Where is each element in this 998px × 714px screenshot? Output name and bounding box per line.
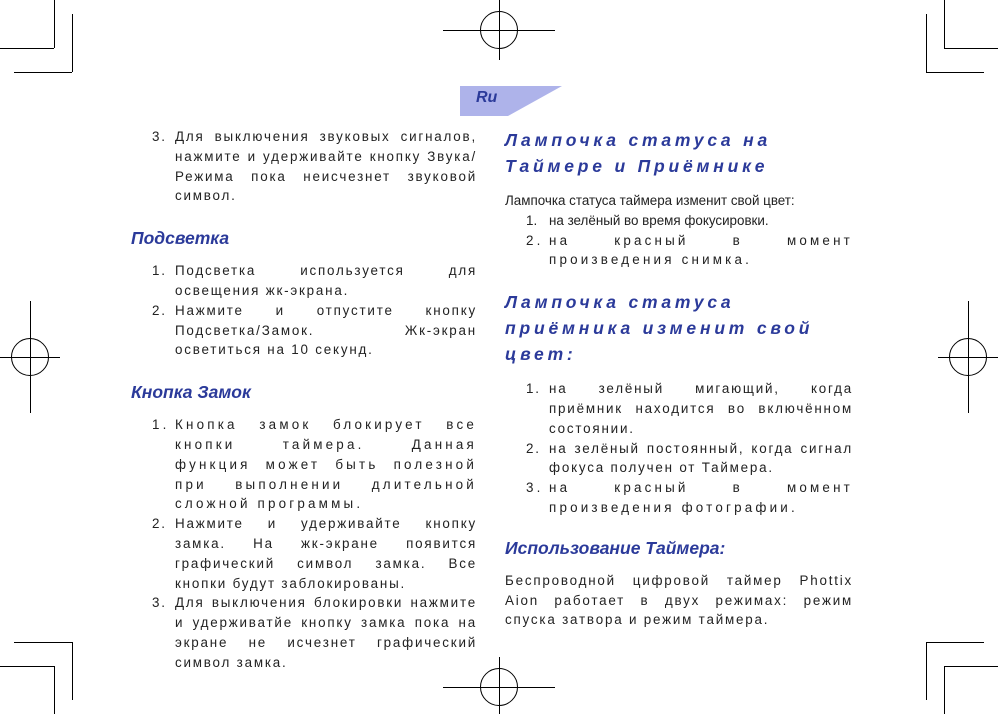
list-item	[131, 301, 477, 360]
language-label: Ru	[476, 89, 498, 106]
crop-mark	[944, 666, 945, 714]
list-number: 2.	[152, 516, 167, 532]
list-text: Кнопка замок блокирует все кнопки таймера. Данная функция может быть полезной при выполнении длительной сложной программы.	[175, 417, 477, 512]
list-number: 3.	[526, 480, 544, 496]
list-text: Нажмите и удерживайте кнопку замка. На жк-экране появится графический символ замка. Все кнопки будут заблокированы.	[175, 516, 477, 591]
list-item	[505, 211, 853, 231]
list-item	[131, 593, 477, 672]
crop-mark	[0, 48, 54, 49]
list-item	[131, 261, 477, 301]
lock-list	[131, 415, 477, 672]
crop-mark	[72, 642, 73, 700]
list-item	[505, 439, 853, 479]
crop-mark	[926, 642, 984, 643]
crop-mark	[944, 48, 998, 49]
list-text: на красный в момент произведения снимка.	[549, 232, 853, 268]
timer-status-list	[505, 211, 853, 270]
crop-mark	[14, 642, 72, 643]
crop-mark	[14, 72, 72, 73]
right-column	[505, 127, 853, 630]
section-intro: Лампочка статуса таймера изменит свой цвет:	[505, 193, 795, 208]
section-paragraph: Беспроводной цифровой таймер Phottix Aion работает в двух режимах: режим спуска затвора и режим таймера.	[505, 572, 853, 628]
list-number: 2.	[152, 302, 167, 318]
list-number: 2.	[526, 440, 541, 456]
list-text: на зелёный во время фокусировки.	[549, 212, 769, 228]
list-item	[505, 231, 853, 271]
sound-list-continuation	[131, 127, 477, 206]
section-heading-backlight: Подсветка	[131, 228, 230, 249]
crop-mark	[944, 666, 998, 667]
section-heading-lock-button: Кнопка Замок	[131, 382, 251, 403]
section-heading-timer-status: Лампочка статуса на Таймере и Приёмнике	[505, 130, 772, 176]
crop-mark	[54, 666, 55, 714]
list-number: 1.	[152, 263, 167, 279]
list-number: 3.	[152, 129, 167, 144]
list-text: на красный в момент произведения фотографии.	[549, 480, 853, 515]
crop-mark	[944, 0, 945, 48]
crop-mark	[926, 72, 984, 73]
list-number: 2.	[526, 232, 544, 248]
list-text: Подсветка используется для освещения жк-экрана.	[175, 263, 477, 298]
list-item	[131, 415, 477, 514]
list-number: 1.	[152, 417, 170, 433]
list-number: 1.	[526, 212, 538, 228]
crop-mark	[72, 14, 73, 72]
crop-mark	[0, 666, 54, 667]
crop-mark	[926, 642, 927, 700]
receiver-status-list	[505, 379, 853, 518]
language-tab	[460, 86, 562, 116]
list-item	[505, 478, 853, 518]
section-heading-receiver-status: Лампочка статуса приёмника изменит свой цвет:	[505, 292, 814, 365]
list-item	[131, 127, 477, 206]
backlight-list	[131, 261, 477, 360]
list-item	[131, 514, 477, 593]
crop-mark	[54, 0, 55, 48]
list-text: Для выключения звуковых сигналов, нажмите и удерживайте кнопку Звука/Режима пока неисчезнет звуковой символ.	[175, 129, 477, 204]
list-text: Нажмите и отпустите кнопку Подсветка/Замок. Жк-экран осветиться на 10 секунд.	[175, 302, 477, 358]
list-text: Для выключения блокировки нажмите и удерживатйе кнопку замка пока на экране не исчезнет графический символ замка.	[175, 595, 477, 670]
list-text: на зелёный мигающий, когда приёмник находится во включённом состоянии.	[549, 381, 853, 436]
left-column	[131, 127, 477, 673]
list-text: на зелёный постоянный, когда сигнал фокуса получен от Таймера.	[549, 440, 853, 476]
list-number: 3.	[152, 595, 167, 611]
list-item	[505, 379, 853, 438]
list-number: 1.	[526, 381, 541, 397]
section-heading-timer-usage: Использование Таймера:	[505, 537, 726, 558]
crop-mark	[926, 14, 927, 72]
